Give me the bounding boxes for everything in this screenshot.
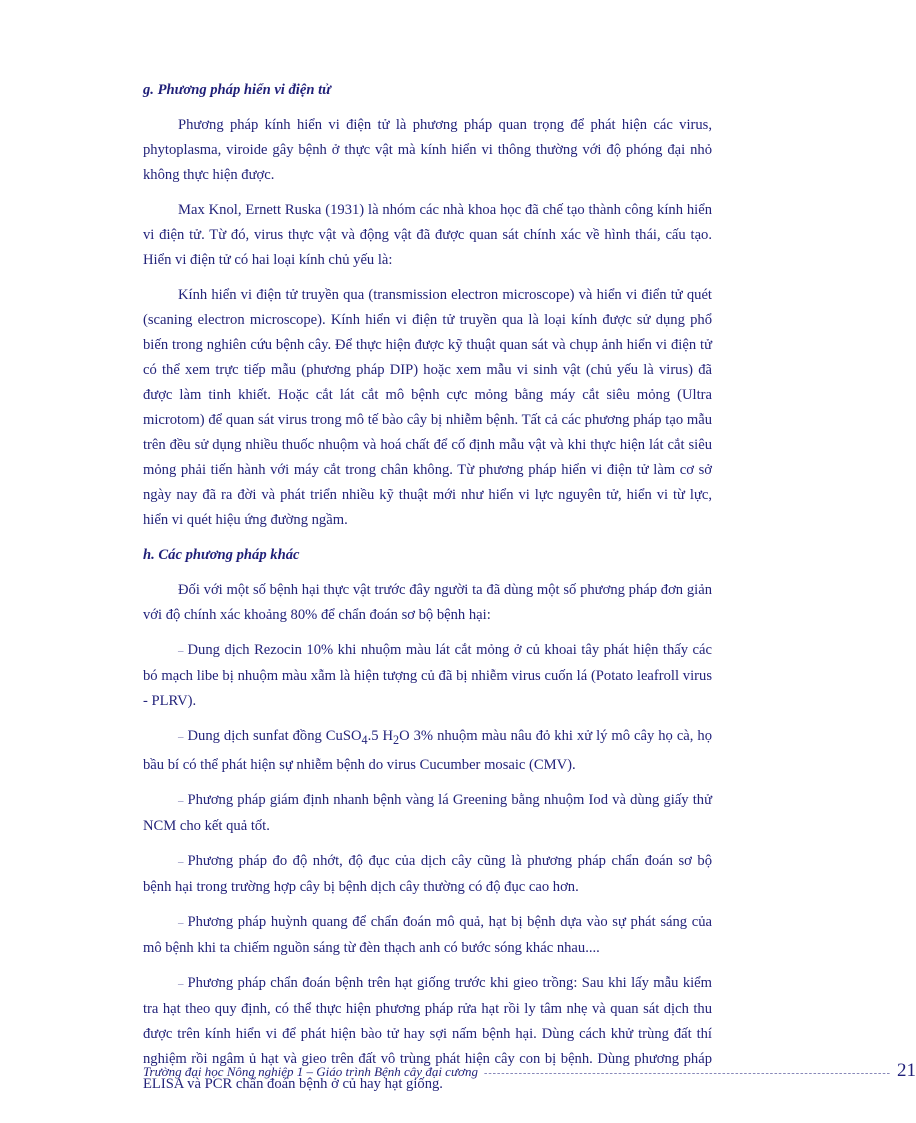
dash-bullet-icon: – [178,855,184,868]
section-h-intro: Đối với một số bệnh hại thực vật trước đây người ta đã dùng một số phương pháp đơn giản với độ chính xác khoảng 80% để chẩn đoán sơ bộ bệnh hại: [143,582,712,623]
section-g-paragraph-1: Phương pháp kính hiển vi điện tử là phương pháp quan trọng để phát hiện các virus, phytoplasma, viroide gây bệnh ở thực vật mà kính hiển vi thông thường với độ phóng đại nhỏ không thực hiện được. [143,117,712,183]
method-item-rezocin [143,638,712,714]
method-item-text: Phương pháp chẩn đoán bệnh trên hạt giống trước khi gieo trồng: Sau khi lấy mẫu kiểm tra hạt theo quy định, có thể thực hiện phương pháp rửa hạt rồi ly tâm nhẹ và quan sát dịch thu được trên kính hiển vi để phát hiện bào tử hay sợi nấm bệnh hại. Dùng cách khử trùng đất thí nghiệm rồi ngâm ủ hạt và gieo trên đất vô trùng phát hiện cây con bị bệnh. Dùng phương pháp ELISA và PCR chẩn đoán bệnh ở củ hay hạt giống. [143,974,712,1092]
dash-bullet-icon: – [178,916,184,929]
subscript-4: 4 [361,732,368,747]
section-g-paragraph-3: Kính hiển vi điện tử truyền qua (transmission electron microscope) và hiển vi điển tử quét (scaning electron microscope). Kính hiển vi điện tử truyền qua là loại kính được sử dụng phổ biến trong nghiên cứu bệnh cây. Để thực hiện được kỹ thuật quan sát và chụp ảnh hiển vi điện tử có thể xem trực tiếp mẫu (phương pháp DIP) hoặc xem mẫu vi sinh vật (chủ yếu là virus) đã được làm tinh khiết. Hoặc cắt lát cắt mô bệnh cực mỏng bằng máy cắt siêu mỏng (Ultra microtom) để quan sát virus trong mô tế bào cây bị nhiễm bệnh. Tất cả các phương pháp tạo mẫu trên đều sử dụng nhiều thuốc nhuộm và hoá chất để cố định mẫu vật và khi thực hiện lát cắt siêu mỏng phải tiến hành với máy cắt trong chân không. Từ phương pháp hiển vi điện tử làm cơ sở ngày nay đã ra đời và phát triển nhiều kỹ thuật mới như hiển vi lực nguyên tử, hiển vi từ lực, hiển vi quét hiệu ứng đường ngầm. [143,287,712,528]
method-item-text-part-3: O 3% nhuộm màu nâu đỏ khi xử lý mô cây họ cà, họ bầu bí có thể phát hiện sự nhiễm bệnh do virus Cucumber mosaic (CMV). [143,728,712,773]
method-item-iodine [143,788,712,839]
footer-text: Trường đại học Nông nghiệp 1 – Giáo trình Bệnh cây đại cương [143,1064,478,1079]
method-item-viscosity [143,849,712,900]
method-item-text-part-2: .5 H [367,728,394,744]
dash-bullet-icon: – [178,977,184,990]
subscript-2: 2 [393,732,400,747]
page-number: 21 [897,1060,916,1081]
dash-bullet-icon: – [178,645,184,657]
method-item-copper-sulfate [143,724,712,778]
footer-divider: ---------------------------------------------------------------------------------------------- [483,1068,892,1079]
dash-bullet-icon: – [178,731,184,743]
method-item-text: Phương pháp huỳnh quang để chẩn đoán mô quả, hạt bị bệnh dựa vào sự phát sáng của mô bệnh khi ta chiếm nguồn sáng từ đèn thạch anh có bước sóng khác nhau.... [143,913,712,956]
dash-bullet-icon: – [178,794,184,807]
page-content [143,78,712,1107]
method-item-text: Phương pháp đo độ nhớt, độ đục của dịch cây cũng là phương pháp chẩn đoán sơ bộ bệnh hại trong trường hợp cây bị bệnh dịch cây thường có độ đục cao hơn. [143,852,712,895]
method-item-text: Dung dịch Rezocin 10% khi nhuộm màu lát cắt mỏng ở củ khoai tây phát hiện thấy các bó mạch libe bị nhuộm màu xẫm là hiện tượng củ đã bị nhiễm virus cuốn lá (Potato leafroll virus - PLRV). [143,642,712,709]
section-h-heading: h. Các phương pháp khác [143,547,300,563]
method-item-text: Phương pháp giám định nhanh bệnh vàng lá Greening bằng nhuộm Iod và dùng giấy thử NCM cho kết quả tốt. [143,791,712,834]
section-g-heading: g. Phương pháp hiển vi điện tử [143,82,331,98]
method-item-fluorescence [143,910,712,961]
method-item-text-part-1: Dung dịch sunfat đồng CuSO [187,728,362,744]
section-g-paragraph-2: Max Knol, Ernett Ruska (1931) là nhóm các nhà khoa học đã chế tạo thành công kính hiển vi điện tử. Từ đó, virus thực vật và động vật đã được quan sát chính xác về hình thái, cấu tạo. Hiển vi điện tử có hai loại kính chủ yếu là: [143,202,712,268]
page-footer [143,1060,916,1084]
